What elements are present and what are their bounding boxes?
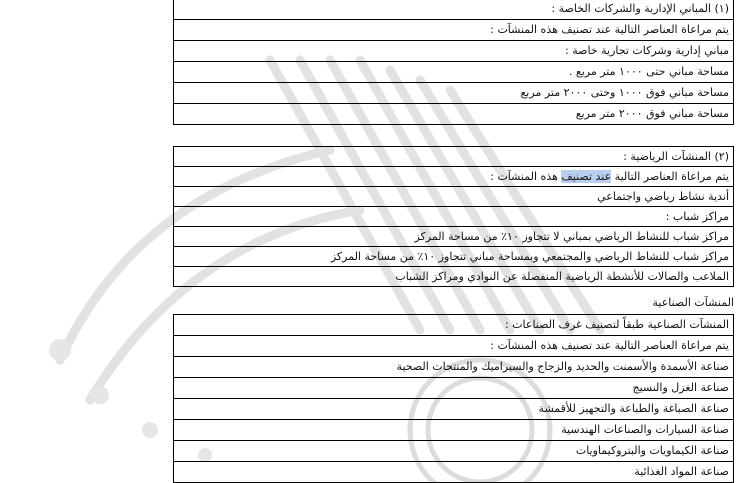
table-row [174, 207, 734, 227]
industrial-section-heading: المنشآت الصناعية [652, 296, 734, 309]
table-row [174, 62, 734, 83]
table-row [174, 267, 734, 287]
table-cell: مراكز شباب للنشاط الرياضي والمجتمعي وبمساحة مباني تتجاوز ١٠٪ من مساحة المركز [174, 247, 734, 267]
criteria-text-start: يتم مراعاة العناصر التالية [611, 170, 729, 183]
table-cell: صناعة السيارات والصناعات الهندسية [174, 420, 734, 441]
table-cell: صناعة الغزل والنسيج [174, 378, 734, 399]
category-label: مباني إدارية وشركات تجارية خاصة : [174, 41, 734, 62]
table-row [174, 83, 734, 104]
criteria-note: يتم مراعاة العناصر التالية عند تصنيف هذه المنشآت : [174, 20, 734, 41]
table-row [174, 336, 734, 357]
table-cell: مساحة مباني حتى ١٠٠٠ متر مربع . [174, 62, 734, 83]
administrative-buildings-table [173, 0, 734, 125]
table-row [174, 378, 734, 399]
table-row [174, 462, 734, 483]
table-row [174, 399, 734, 420]
criteria-note [174, 167, 734, 187]
table-cell: مراكز شباب للنشاط الرياضي بمباني لا تتجاوز ١٠٪ من مساحة المركز [174, 227, 734, 247]
table-row [174, 315, 734, 336]
section-title: (١) المباني الإدارية والشركات الخاصة : [174, 0, 734, 20]
section-title: المنشآت الصناعية طبقاً لتصنيف غرف الصناعات : [174, 315, 734, 336]
table-row [174, 357, 734, 378]
table-cell: الملاعب والصالات للأنشطة الرياضية المنفصلة عن النوادي ومراكز الشباب [174, 267, 734, 287]
selected-text-highlight[interactable]: عند تصنيف [561, 170, 612, 183]
category-label: مراكز شباب : [174, 207, 734, 227]
section-title: (٢) المنشآت الرياضية : [174, 147, 734, 167]
criteria-note: يتم مراعاة العناصر التالية عند تصنيف هذه المنشآت : [174, 336, 734, 357]
table-cell: صناعة الصباغة والطباعة والتجهيز للأقمشة [174, 399, 734, 420]
table-row [174, 227, 734, 247]
table-row [174, 441, 734, 462]
industrial-facilities-table [173, 314, 734, 483]
table-cell: أندية نشاط رياضي واجتماعي [174, 187, 734, 207]
table-row [174, 20, 734, 41]
table-row [174, 167, 734, 187]
table-cell: صناعة الكيماويات والبتروكيماويات [174, 441, 734, 462]
table-row [174, 41, 734, 62]
table-cell: مساحة مباني فوق ٢٠٠٠ متر مربع [174, 104, 734, 125]
table-cell: مساحة مباني فوق ١٠٠٠ وحتى ٢٠٠٠ متر مربع [174, 83, 734, 104]
table-cell: صناعة المواد الغذائية [174, 462, 734, 483]
sports-facilities-table [173, 146, 734, 287]
table-row [174, 247, 734, 267]
table-row [174, 147, 734, 167]
table-row [174, 0, 734, 20]
criteria-text-end: هذه المنشآت : [490, 170, 562, 183]
table-row [174, 420, 734, 441]
table-row [174, 187, 734, 207]
table-row [174, 104, 734, 125]
table-cell: صناعة الأسمدة والأسمنت والحديد والزجاج والسيراميك والمنتجات الصحية [174, 357, 734, 378]
